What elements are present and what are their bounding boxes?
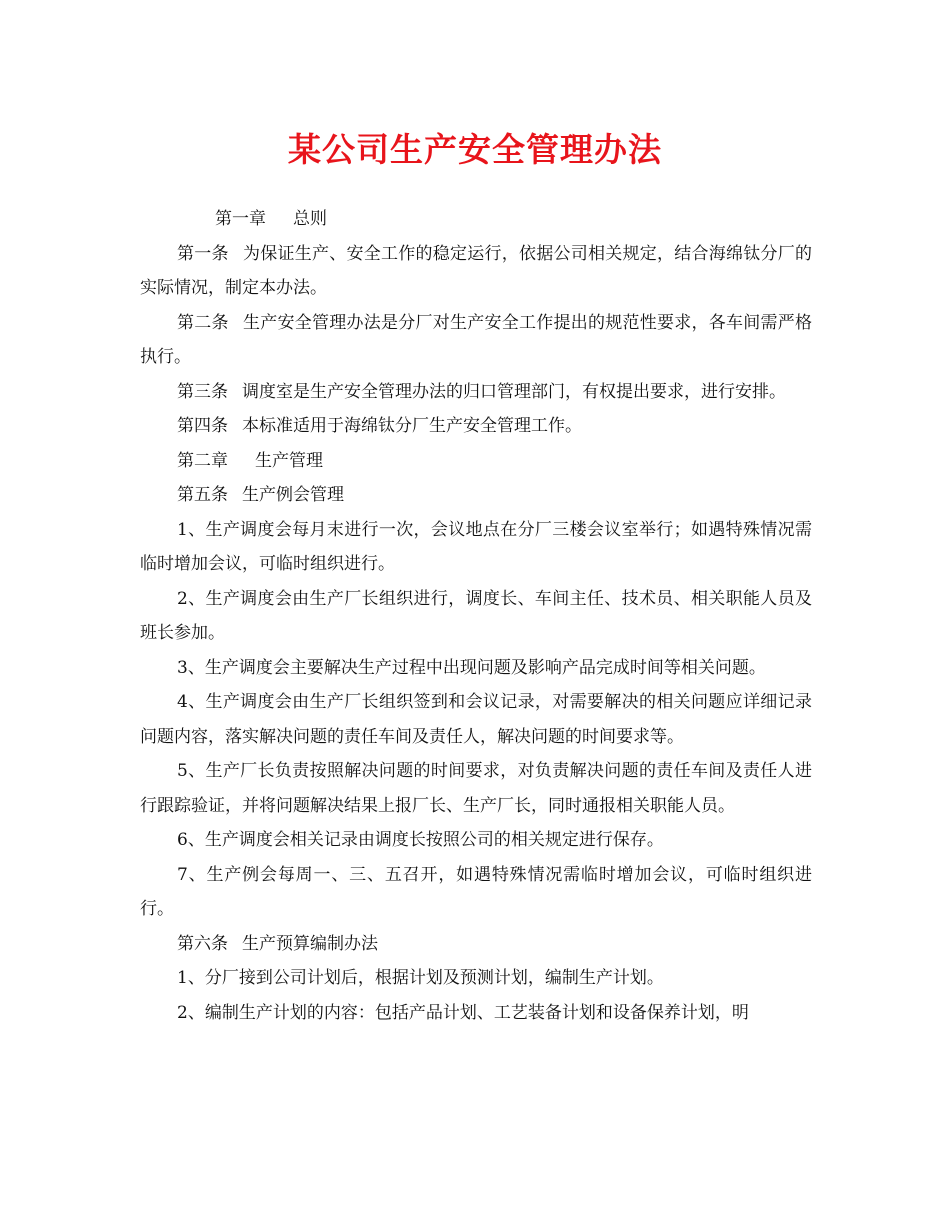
document-title: 某公司生产安全管理办法 (288, 130, 662, 169)
chapter-number: 第一章 (215, 209, 266, 229)
article-paragraph (140, 409, 812, 444)
list-item: 1、生产调度会每月末进行一次，会议地点在分厂三楼会议室举行；如遇特殊情况需临时增加会议，可临时组织进行。 (140, 519, 812, 574)
article-number: 第四条 (177, 416, 228, 436)
list-item: 3、生产调度会主要解决生产过程中出现问题及影响产品完成时间等相关问题。 (177, 657, 766, 678)
article-paragraph (140, 237, 812, 306)
article-paragraph (140, 306, 812, 375)
article-text: 调度室是生产安全管理办法的归口管理部门，有权提出要求，进行安排。 (242, 381, 786, 402)
list-item: 2、编制生产计划的内容：包括产品计划、工艺装备计划和设备保养计划，明 (177, 1002, 749, 1023)
list-item: 6、生产调度会相关记录由调度长按照公司的相关规定进行保存。 (177, 830, 664, 850)
article-text: 本标准适用于海绵钛分厂生产安全管理工作。 (242, 416, 582, 436)
chapter-title: 生产管理 (255, 450, 323, 471)
list-item: 5、生产厂长负责按照解决问题的时间要求，对负责解决问题的责任车间及责任人进行跟踪验证，并将问题解决结果上报厂长、生产厂长，同时通报相关职能人员。 (140, 761, 812, 816)
document-body (140, 202, 812, 1030)
article-number: 第三条 (177, 381, 228, 402)
article-paragraph (140, 478, 812, 513)
chapter-heading (140, 444, 812, 479)
article-number: 第六条 (177, 933, 228, 954)
list-item: 1、分厂接到公司计划后，根据计划及预测计划，编制生产计划。 (177, 968, 664, 988)
chapter-heading (140, 202, 812, 237)
article-text: 生产例会管理 (242, 485, 344, 505)
article-paragraph (140, 927, 812, 962)
article-paragraph (140, 375, 812, 410)
article-text: 为保证生产、安全工作的稳定运行，依据公司相关规定，结合海绵钛分厂的实际情况，制定本办法。 (140, 243, 812, 298)
article-number: 第五条 (177, 485, 228, 505)
chapter-title: 总则 (293, 209, 327, 229)
article-text: 生产安全管理办法是分厂对生产安全工作提出的规范性要求，各车间需严格执行。 (140, 312, 812, 367)
chapter-number: 第二章 (177, 450, 228, 471)
article-number: 第二条 (177, 312, 229, 333)
list-item: 4、生产调度会由生产厂长组织签到和会议记录，对需要解决的相关问题应详细记录问题内容，落实解决问题的责任车间及责任人，解决问题的时间要求等。 (140, 692, 812, 747)
article-number: 第一条 (177, 243, 229, 264)
article-text: 生产预算编制办法 (242, 933, 378, 954)
list-item: 2、生产调度会由生产厂长组织进行，调度长、车间主任、技术员、相关职能人员及班长参加。 (140, 588, 812, 643)
list-item: 7、生产例会每周一、三、五召开，如遇特殊情况需临时增加会议，可临时组织进行。 (140, 864, 812, 919)
